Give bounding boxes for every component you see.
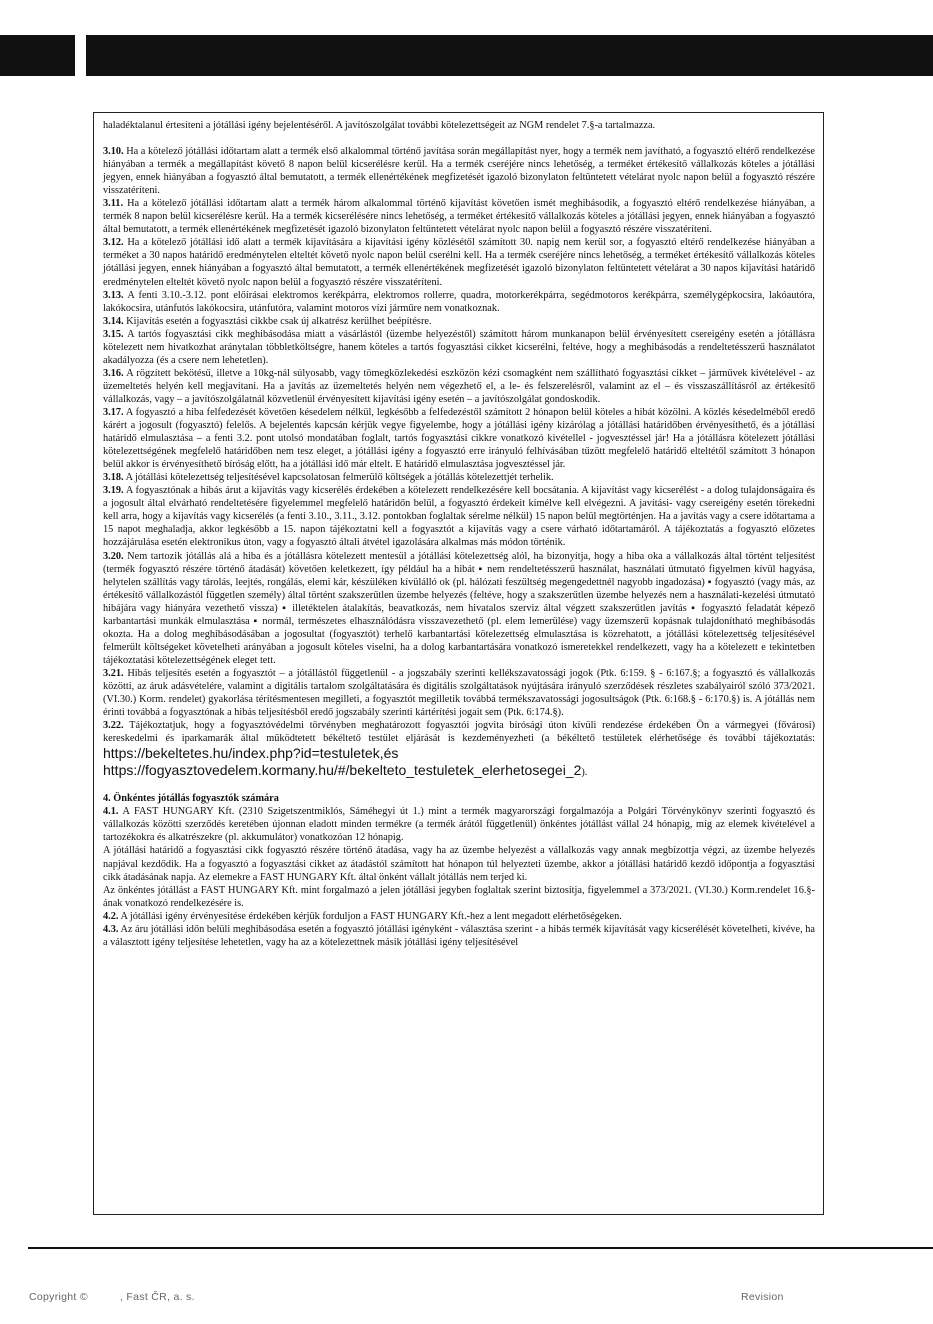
section-number: 3.14.: [103, 315, 124, 327]
paragraph-3-10: 3.10. Ha a kötelező jótállási időtartam alatt a termék első alkalommal történő javítása során megállapítást nyer, hogy a termék nem javítható, a fogyasztó eltérő rendelkezése hiányában a termék a megállapítást követő 8 napon belül kicserélésre kerül. Ha a termék cseréjére nincs lehetőség, a terméket értékesítő vállalkozás köteles a jótállási jegyen, ennek hiányában a fogyasztó által bemutatott, a termék ellenértékének megfizetését igazoló bizonylaton feltüntetett vételárat nyolc napon belül a fogyasztó részére visszatéríteni.: [103, 146, 815, 197]
bekeltetes-link[interactable]: https://bekeltetes.hu/index.php?id=testuletek,és: [103, 745, 399, 762]
paragraph-4-1-b: A jótállási határidő a fogyasztási cikk fogyasztó részére történő átadása, vagy ha az üzembe helyezést a vállalkozás vagy annak megbízottja végzi, az üzembe helyezés napjával kezdődik. Ha a fogyasztó a fogyasztási cikket az átadástól számított hat hónapon túl helyezteti üzembe, akkor a jótállási határidő kezdő időpontja a fogyasztási cikk átadásának napja. Az elemekre a FAST HUNGARY Kft. által önként vállalt jótállás nem terjed ki.: [103, 845, 815, 883]
footer-company: , Fast ČR, a. s.: [120, 1291, 195, 1303]
section-number: 4.3.: [103, 923, 119, 935]
fogyasztovedelem-link[interactable]: https://fogyasztovedelem.kormany.hu/#/bekelteto_testuletek_elerhetosegei_2: [103, 762, 582, 779]
paragraph-4-2: 4.2. A jótállási igény érvényesítése érdekében kérjük forduljon a FAST HUNGARY Kft.-hez a lent megadott elérhetőségeken.: [103, 910, 622, 922]
paragraph-3-19: 3.19. A fogyasztónak a hibás árut a kijavítás vagy kicserélés érdekében a kötelezett rendelkezésére kell bocsátania. A kijavítást vagy kicserélést - a dolog tulajdonságaira és a jogosult által elvárható rendeltetésére figyelemmel megfelelő határidőn belül, a fogyasztó érdekeit kímélve kell elvégezni. A javítási- vagy csereigény esetén törekedni kell arra, hogy a kijavítás vagy kicserélés (a fenti 3.10., 3.11., 3.12. pontokban foglaltak sérelme nélkül) 15 napon belül megtörténjen. Ha a javítás vagy a csere időtartama a 15 napot meghaladja, akkor legkésőbb a 15. napon tájékoztatni kell a fogyasztót a kijavítás vagy a csere várható időtartamáról. A tájékoztatás a fogyasztó előzetes hozzájárulása esetén elektronikus úton, vagy a fogyasztó általi átvétel igazolására alkalmas más módon történik.: [103, 485, 815, 549]
paragraph-3-14: 3.14. Kijavítás esetén a fogyasztási cikkbe csak új alkatrész kerülhet beépítésre.: [103, 315, 432, 327]
paragraph-3-15: 3.15. A tartós fogyasztási cikk meghibásodása miatt a vásárlástól (üzembe helyezéstől) számított három munkanapon belül érvényesített csereigény esetén a jótállásra kötelezett nem hivatkozhat aránytalan többletköltségre, hanem köteles a tartós fogyasztási cikket kicserélni, feltéve, hogy a meghibásodás a rendeltetésszerű használatot akadályozza (és a csere nem lehetetlen).: [103, 328, 815, 366]
section-number: 4.2.: [103, 910, 119, 922]
section-number: 3.11.: [103, 198, 124, 210]
paragraph-3-11: 3.11. Ha a kötelező jótállási időtartam alatt a termék három alkalommal történő kijavítást követően ismét meghibásodik, a fogyasztó eltérő rendelkezése hiányában, a termék 8 napon belül kicserélésre kerül. Ha a termék kicserélésére nincs lehetőség, a terméket értékesítő vállalkozás köteles a jótállási jegyen, ennek hiányában a fogyasztó által bemutatott, a termék ellenértékének megfizetését igazoló bizonylaton feltüntetett vételárat nyolc napon belül a fogyasztó részére visszatéríteni.: [103, 198, 815, 236]
paragraph-3-13: 3.13. A fenti 3.10.-3.12. pont előírásai elektromos kerékpárra, elektromos rollerre, quadra, motorkerékpárra, segédmotoros kerékpárra, személygépkocsira, lakóautóra, lakókocsira, utánfutós lakókocsira, utánfutóra, valamint motoros vízi járműre nem vonatkoznak.: [103, 289, 815, 314]
paragraph-3-22: 3.22. Tájékoztatjuk, hogy a fogyasztóvédelmi törvényben meghatározott fogyasztói jogvita bírósági úton kívüli rendezése érdekében Ön a vármegyei (fővárosi) kereskedelmi és iparkamarák által működtetett békéltető testület eljárását is kezdeményezheti (a békéltető testületek elérhetősége és további tájékoztatás: https://bekeltetes.hu/index.php?id=testuletek,és https://fogyasztovedelem.kormany.hu/#/bekelteto_testuletek_elerhetosegei_2).: [103, 720, 815, 779]
paragraph-3-9-tail: haladéktalanul értesíteni a jótállási igény bejelentéséről. A javítószolgálat további kötelezettségeit az NGM rendelet 7.§-a tartalmazza.: [103, 120, 656, 131]
footer-rule: [28, 1247, 933, 1249]
section-number: 3.22.: [103, 720, 124, 732]
paragraph-3-17: 3.17. A fogyasztó a hiba felfedezését követően késedelem nélkül, legkésőbb a felfedezéstől számított 2 hónapon belül köteles a hibát közölni. A közlés késedelméből eredő kárért a jogosult (fogyasztó) felelős. A bejelentés kapcsán kérjük vegye figyelembe, hogy a jótállási igény kizárólag a jótállási határidőben érvényesíthető, és a jótállási határidő elmulasztása – a fenti 3.2. pont utolsó mondatában foglalt, tartós fogyasztási cikkre vonatkozó kivétellel - jogvesztéssel jár! Ha a jótállásra kötelezett jótállási kötelezettségének megfelelő határidőben nem tesz eleget, a jótállási igény a fogyasztó erre irányuló felhívásában tűzött megfelelő határidő elteltétől számított 3 hónapon belül akkor is érvényesíthető bíróság előtt, ha a jótállási idő már eltelt. E határidő elmulasztása jogvesztéssel jár.: [103, 406, 815, 471]
paragraph-3-16: 3.16. A rögzített bekötésű, illetve a 10kg-nál súlyosabb, vagy tömegközlekedési eszközön kézi csomagként nem szállítható fogyasztási cikket – járművek kivételével - az üzemeltetés helyén kell megjavítani. Ha a javítás az üzemeltetés helyén nem végezhető el, a le- és felszerelésről, valamint az el – és visszaszállításról az értékesítő vállalkozás, vagy – a javítószolgálatnál közvetlenül érvényesített kijavítási igény esetén – a javítószolgálat gondoskodik.: [103, 367, 815, 405]
section-number: 3.17.: [103, 406, 124, 418]
section-4-heading: 4. Önkéntes jótállás fogyasztók számára: [103, 793, 279, 805]
section-number: 3.18.: [103, 472, 124, 484]
header-bar-right: [86, 35, 933, 76]
section-number: 3.10.: [103, 146, 124, 158]
section-number: 3.19.: [103, 485, 124, 497]
footer-revision: Revision: [741, 1291, 784, 1303]
section-number: 3.16.: [103, 367, 124, 379]
section-number: 3.20.: [103, 550, 124, 562]
section-number: 3.13.: [103, 289, 124, 301]
paragraph-4-3: 4.3. Az áru jótállási időn belüli meghibásodása esetén a fogyasztó jótállási igényként - választása szerint - a hibás termék kijavítását vagy kicserélését követelheti, kivéve, ha a választott igény teljesítése lehetetlen, vagy ha az a kötelezettnek másik jótállási igény teljesítésével: [103, 923, 815, 948]
warranty-text-box: [93, 112, 824, 1215]
paragraph-3-21: 3.21. Hibás teljesítés esetén a fogyasztót – a jótállástól függetlenül - a jogszabály szerinti kellékszavatossági jogok (Ptk. 6:159. § - 6:167.§; a fogyasztó és vállalkozás közötti, az áruk adásvételére, valamint a digitális tartalom szolgáltatására és digitális szolgáltatások nyújtására irányuló szerződések részletes szabályairól szóló 373/2021. (VI.30.) Korm. rendelet) gyakorlása térítésmentesen megilleti, a fogyasztót megilletik továbbá termékszavatossági jogosultságok (Ptk. 6:168.§ - 6:170.§) is. A jótállás nem érinti továbbá a fogyasztónak a hibás teljesítésből eredő jogszabály szerinti kártérítési jogait sem (Ptk. 6:174.§).: [103, 667, 815, 719]
paragraph-3-20: 3.20. Nem tartozik jótállás alá a hiba és a jótállásra kötelezett mentesül a jótállási kötelezettség alól, ha bizonyítja, hogy a hiba oka a vállalkozás által történt teljesítést (termék fogyasztó részére történő átadását) követően keletkezett, így például ha a hibát ▪ nem rendeltetésszerű használat, használati útmutató figyelmen kívül hagyása, helytelen szállítás vagy tárolás, leejtés, rongálás, elemi kár, készüléken kívülálló ok (pl. hálózati feszültség megengedettnél nagyobb ingadozása) ▪ fogyasztó (vagy más, az értékesítő vállalkozástól független személy) által történt szakszerűtlen üzembe helyezés (feltéve, hogy a szakszerűtlen üzembe helyezés nem a használati-kezelési útmutató hibájára vagy hiányára vezethető vissza) ▪ illetéktelen átalakítás, beavatkozás, nem hivatalos szerviz által végzett szakszerűtlen javítás ▪ fogyasztó feladatát képező karbantartási munkák elmulasztása ▪ normál, természetes elhasználódásra visszavezethető (pl. elem lemerülése) vagy üzemszerű kopásnak tulajdonítható meghibásodás okozta. Ha a dolog meghibásodásában a jogosultat (fogyasztót) terhelő karbantartási kötelezettség elmulasztása is közrehatott, a jótállási kötelezettség teljesítésével felmerült költségeket követelheti arányában a jogosult köteles viselni, ha a dolog karbantartására vonatkozó ismeretekkel rendelkezett, vagy ha a kötelezett e tekintetben tájékoztatási kötelezettségének eleget tett.: [103, 550, 815, 666]
section-number: 3.15.: [103, 328, 124, 340]
paragraph-3-18: 3.18. A jótállási kötelezettség teljesítésével kapcsolatosan felmerülő költségek a jótállás kötelezettjét terhelik.: [103, 472, 554, 484]
section-number: 4.1.: [103, 806, 119, 818]
paragraph-4-1: 4.1. A FAST HUNGARY Kft. (2310 Szigetszentmiklós, Sáméhegyi út 1.) mint a termék magyarországi forgalmazója a Polgári Törvénykönyv szerinti fogyasztó és vállalkozás közötti szerződés keretében újonnan eladott minden termékre (a termék árától függetlenül) önkéntes jótállást vállal 24 hónapig, míg az elemek kivételével a tartozékokra és alkatrészekre (pl. akkumulátor) vonatkozóan 12 hónapig.: [103, 806, 815, 844]
header-bar-left: [0, 35, 75, 76]
section-number: 3.12.: [103, 237, 124, 249]
footer-copyright: Copyright ©: [29, 1291, 88, 1303]
paragraph-3-12: 3.12. Ha a kötelező jótállási idő alatt a termék kijavítására a kijavítási igény közlésétől számított 30. napig nem kerül sor, a fogyasztó eltérő rendelkezése hiányában a terméket a 30 napos határidő eredménytelen elteltét követő nyolc napon belül cserélni kell. Ha a termék cseréjére nincs lehetőség, a terméket értékesítő vállalkozás köteles jótállási jegyen, ennek hiányában a fogyasztó által bemutatott, a termék ellenértékének megfizetését igazoló bizonylaton feltüntetett vételárat a 30 napos kijavítási határidő eredménytelen elteltét követő nyolc napon belül a fogyasztó részére visszatéríteni.: [103, 237, 815, 288]
section-number: 3.21.: [103, 667, 124, 679]
paragraph-4-1-c: Az önkéntes jótállást a FAST HUNGARY Kft. mint forgalmazó a jelen jótállási jegyben foglaltak szerint biztosítja, figyelemmel a 373/2021. (VI.30.) Korm.rendelet 16.§-ának vonatkozó rendelkezésére is.: [103, 884, 815, 909]
